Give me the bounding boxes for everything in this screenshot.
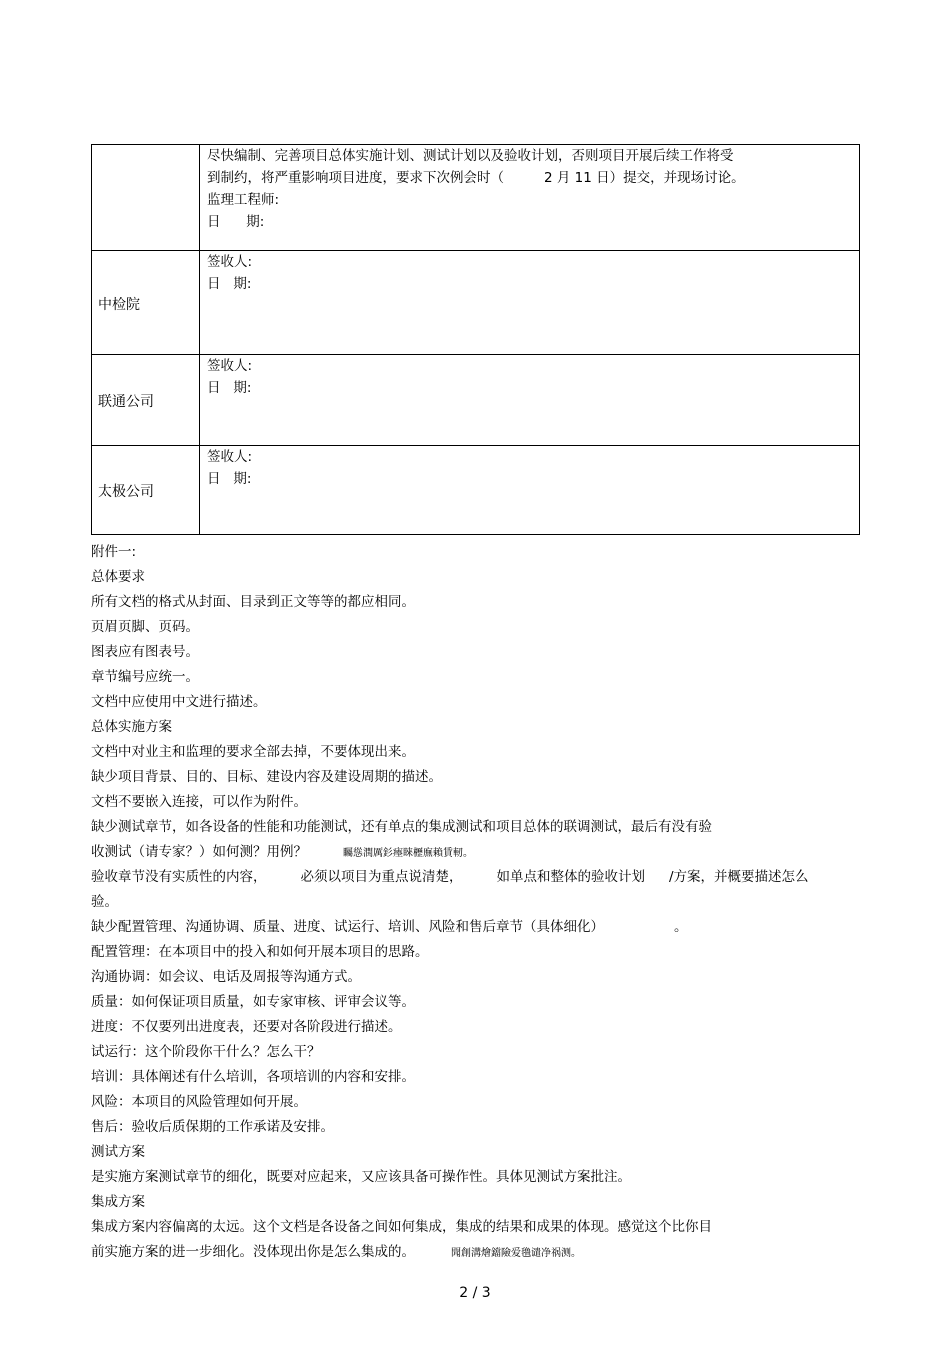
paragraph: 是实施方案测试章节的细化，既要对应起来，又应该具备可操作性。具体见测试方案批注。 — [91, 1169, 631, 1185]
instruction-cell — [200, 145, 860, 251]
garbled-text: 聞創溝燴鐺險爱氇谴净祸测。 — [451, 1248, 581, 1259]
instruction-line: 到制约，将严重影响项目进度，要求下次例会时（ 2 月 11 日）提交，并现场讨论。 — [207, 170, 745, 186]
paragraph: 文档不要嵌入连接，可以作为附件。 — [91, 794, 307, 810]
section-heading: 总体实施方案 — [91, 719, 172, 735]
paragraph: 售后：验收后质保期的工作承诺及安排。 — [91, 1119, 334, 1135]
paragraph: 验。 — [91, 894, 118, 910]
table-row — [92, 145, 860, 251]
paragraph: 收测试（请专家？）如何测？用例？ 矚慫潤厲釤瘞睞櫪廡賴賃軔。 — [91, 844, 473, 860]
sign-cell — [200, 446, 860, 535]
org-cell — [92, 446, 200, 535]
paragraph: 文档中对业主和监理的要求全部去掉，不要体现出来。 — [91, 744, 415, 760]
instruction-line: 尽快编制、完善项目总体实施计划、测试计划以及验收计划，否则项目开展后续工作将受 — [207, 148, 734, 164]
paragraph: 章节编号应统一。 — [91, 669, 199, 685]
paragraph: 进度：不仅要列出进度表，还要对各阶段进行描述。 — [91, 1019, 402, 1035]
paragraph: 质量：如何保证项目质量，如专家审核、评审会议等。 — [91, 994, 415, 1010]
signer-label: 签收人: — [207, 449, 253, 465]
org-name: 中检院 — [98, 296, 140, 313]
section-heading: 测试方案 — [91, 1144, 145, 1160]
supervisor-label: 监理工程师: — [207, 192, 280, 208]
garbled-text: 矚慫潤厲釤瘞睞櫪廡賴賃軔。 — [343, 848, 473, 859]
signer-label: 签收人: — [207, 254, 253, 270]
date-label: 日 期: — [207, 214, 265, 230]
org-cell — [92, 355, 200, 446]
org-name: 太极公司 — [98, 484, 154, 500]
sign-cell — [200, 355, 860, 446]
section-heading: 总体要求 — [91, 569, 145, 585]
paragraph: 培训：具体阐述有什么培训，各项培训的内容和安排。 — [91, 1069, 415, 1085]
sign-cell — [200, 251, 860, 355]
date-label: 日 期: — [207, 471, 252, 487]
paragraph: 缺少项目背景、目的、目标、建设内容及建设周期的描述。 — [91, 769, 442, 785]
org-name: 联通公司 — [98, 394, 154, 410]
paragraph: 沟通协调：如会议、电话及周报等沟通方式。 — [91, 969, 361, 985]
paragraph: 所有文档的格式从封面、目录到正文等等的都应相同。 — [91, 594, 415, 610]
paragraph: 前实施方案的进一步细化。没体现出你是怎么集成的。 聞創溝燴鐺險爱氇谴净祸测。 — [91, 1244, 581, 1260]
paragraph: 缺少测试章节，如各设备的性能和功能测试，还有单点的集成测试和项目总体的联调测试，最后有没有验 — [91, 819, 712, 835]
table-row — [92, 355, 860, 446]
date-label: 日 期: — [207, 380, 252, 396]
paragraph: 风险：本项目的风险管理如何开展。 — [91, 1094, 307, 1110]
signature-table — [91, 144, 860, 535]
paragraph: 验收章节没有实质性的内容， 必须以项目为重点说清楚， 如单点和整体的验收计划 /方案，并概要描述怎么 — [91, 869, 809, 885]
paragraph: 图表应有图表号。 — [91, 644, 199, 660]
table-row — [92, 446, 860, 535]
org-cell — [92, 251, 200, 355]
paragraph: 配置管理：在本项目中的投入和如何开展本项目的思路。 — [91, 944, 429, 960]
page-number: 2 / 3 — [459, 1285, 491, 1301]
paragraph: 试运行：这个阶段你干什么？怎么干？ — [91, 1044, 321, 1060]
paragraph: 缺少配置管理、沟通协调、质量、进度、试运行、培训、风险和售后章节（具体细化） 。 — [91, 919, 688, 935]
org-cell-empty — [92, 145, 200, 251]
date-label: 日 期: — [207, 276, 252, 292]
signer-label: 签收人: — [207, 358, 253, 374]
paragraph: 页眉页脚、页码。 — [91, 619, 199, 635]
table-row — [92, 251, 860, 355]
paragraph: 文档中应使用中文进行描述。 — [91, 694, 267, 710]
paragraph: 集成方案内容偏离的太远。这个文档是各设备之间如何集成，集成的结果和成果的体现。感觉这个比你目 — [91, 1219, 712, 1235]
document-body — [91, 540, 861, 1265]
attachment-heading: 附件一: — [91, 544, 137, 560]
section-heading: 集成方案 — [91, 1194, 145, 1210]
